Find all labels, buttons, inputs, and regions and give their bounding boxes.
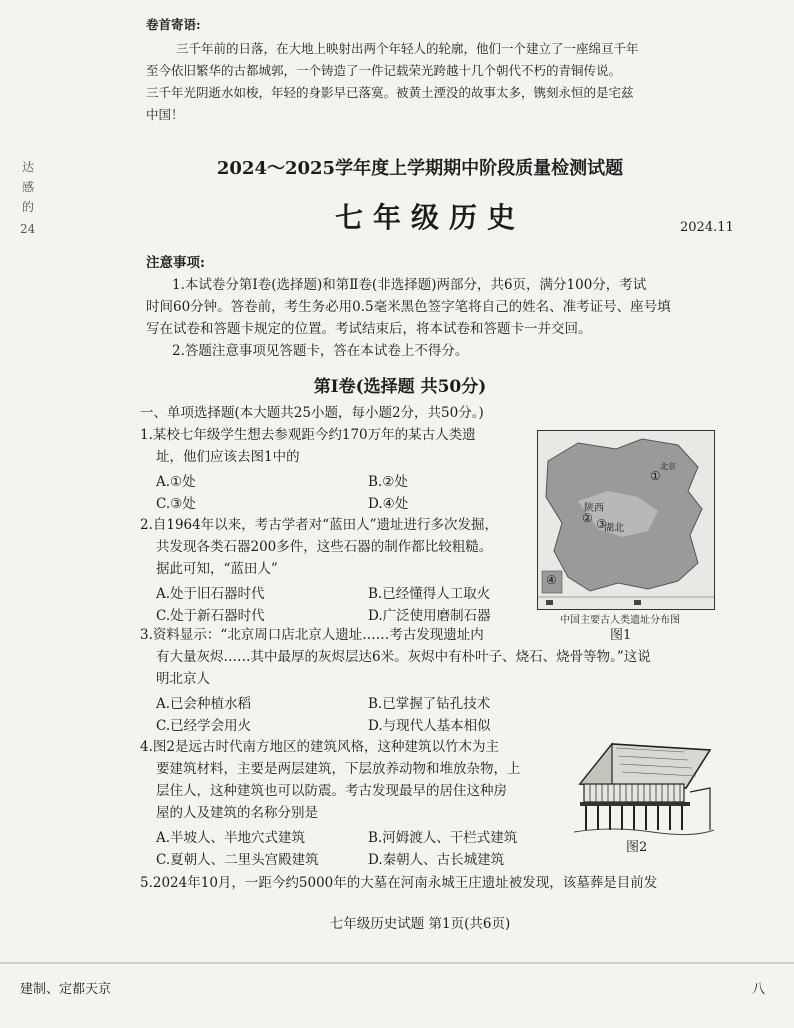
- map-label-beijing: 北京: [660, 462, 676, 471]
- q4-option-c[interactable]: C.夏朝人、二里头宫殿建筑: [156, 852, 319, 868]
- bottom-right-text: 八: [752, 982, 766, 997]
- section-instruction: 一、单项选择题(本大题共25小题，每小题2分，共50分。): [140, 405, 484, 421]
- epigraph-line-1: 三千年前的日落，在大地上映射出两个年轻人的轮廓，他们一个建立了一座绵亘千年: [176, 41, 639, 56]
- figure-2-stilt-house: [572, 740, 716, 836]
- epigraph-line-3: 三千年光阴逝水如梭，年轻的身影早已落寞。被黄土湮没的故事太多，镌刻永恒的是宅兹: [146, 85, 634, 100]
- map-marker-3: ③: [596, 517, 607, 531]
- notice-line-4: 2.答题注意事项见答题卡，答在本试卷上不得分。: [172, 343, 469, 359]
- epigraph-heading: 卷首寄语:: [146, 17, 201, 32]
- q1-option-c[interactable]: C.③处: [156, 496, 196, 512]
- bottom-left-text: 建制、定都天京: [20, 982, 112, 997]
- question-3-line-3: 明北京人: [156, 671, 210, 687]
- question-4-line-2: 要建筑材料，主要是两层建筑，下层放养动物和堆放杂物，上: [156, 761, 521, 777]
- q2-option-c[interactable]: C.处于新石器时代: [156, 608, 265, 624]
- question-3-line-2: 有大量灰烬……其中最厚的灰烬层达6米。灰烬中有朴叶子、烧石、烧骨等物。”这说: [156, 649, 651, 665]
- question-2-line-2: 共发现各类石器200多件，这些石器的制作都比较粗糙。: [156, 539, 493, 555]
- question-2-line-3: 据此可知，“蓝田人”: [156, 561, 278, 577]
- q3-option-b[interactable]: B.已掌握了钻孔技术: [368, 696, 491, 712]
- q3-option-d[interactable]: D.与现代人基本相似: [368, 718, 491, 734]
- margin-char-2: 感: [22, 180, 35, 194]
- q2-option-d[interactable]: D.广泛使用磨制石器: [368, 608, 491, 624]
- page-footer: 七年级历史试题 第1页(共6页): [329, 916, 511, 932]
- figure-1-caption: 中国主要古人类遗址分布图: [560, 615, 680, 626]
- epigraph-line-4: 中国！: [146, 107, 184, 122]
- exam-date: 2024.11: [680, 220, 734, 235]
- q3-option-c[interactable]: C.已经学会用火: [156, 718, 252, 734]
- question-4-line-1: 4.图2是远古时代南方地区的建筑风格，这种建筑以竹木为主: [140, 739, 499, 755]
- figure-2-label: 图2: [626, 840, 648, 855]
- section-heading: 第Ⅰ卷(选择题 共50分): [313, 377, 487, 397]
- question-5-line-1: 5.2024年10月，一距今约5000年的大墓在河南永城王庄遗址被发现，该墓葬是目前发: [140, 875, 658, 891]
- q2-option-b[interactable]: B.已经懂得人工取火: [368, 586, 491, 602]
- question-2-line-1: 2.自1964年以来，考古学者对“蓝田人”遗址进行多次发掘，: [140, 517, 499, 533]
- question-1-line-1: 1.某校七年级学生想去参观距今约170万年的某古人类遗: [140, 427, 476, 443]
- notice-line-3: 写在试卷和答题卡规定的位置。考试结束后，将本试卷和答题卡一并交回。: [146, 321, 592, 337]
- map-marker-4: ④: [546, 573, 557, 587]
- q1-option-b[interactable]: B.②处: [368, 474, 408, 490]
- epigraph-line-2: 至今依旧繁华的古都城郭，一个铸造了一件记载荣光跨越十几个朝代不朽的青铜传说。: [146, 63, 622, 78]
- subject-title: 七年级历史: [334, 201, 525, 234]
- margin-char-4: 24: [20, 222, 36, 236]
- question-4-line-3: 层住人，这种建筑也可以防震。考古发现最早的居住这种房: [156, 783, 507, 799]
- map-marker-2: ②: [582, 511, 593, 525]
- stilt-house-svg: [572, 740, 716, 836]
- q1-option-a[interactable]: A.①处: [156, 474, 196, 490]
- map-label-shaanxi: 陕西: [584, 503, 604, 514]
- bottom-divider: [0, 962, 794, 964]
- exam-title: 2024～2025学年度上学期期中阶段质量检测试题: [216, 158, 624, 179]
- map-marker-1: ①: [650, 469, 661, 483]
- q3-option-a[interactable]: A.已会种植水稻: [156, 696, 252, 712]
- map-svg: [538, 431, 714, 609]
- notice-line-1: 1.本试卷分第Ⅰ卷(选择题)和第Ⅱ卷(非选择题)两部分，共6页，满分100分，考试: [172, 277, 647, 293]
- q4-option-d[interactable]: D.秦朝人、古长城建筑: [368, 852, 505, 868]
- margin-char-3: 的: [22, 200, 35, 214]
- q4-option-a[interactable]: A.半坡人、半地穴式建筑: [156, 830, 306, 846]
- q1-option-d[interactable]: D.④处: [368, 496, 409, 512]
- question-1-line-2: 址，他们应该去图1中的: [156, 449, 300, 465]
- margin-char-1: 达: [22, 160, 35, 174]
- notice-heading: 注意事项:: [146, 255, 205, 271]
- figure-1-map: [537, 430, 715, 610]
- map-label-hubei: 湖北: [604, 523, 624, 534]
- question-4-line-4: 屋的人及建筑的名称分别是: [156, 805, 318, 821]
- q4-option-b[interactable]: B.河姆渡人、干栏式建筑: [368, 830, 518, 846]
- figure-1-label: 图1: [610, 628, 632, 643]
- question-3-line-1: 3.资料显示：“北京周口店北京人遗址……考古发现遗址内: [140, 627, 484, 643]
- q2-option-a[interactable]: A.处于旧石器时代: [156, 586, 265, 602]
- notice-line-2: 时间60分钟。答卷前，考生务必用0.5毫米黑色签字笔将自己的姓名、准考证号、座号填: [146, 299, 671, 315]
